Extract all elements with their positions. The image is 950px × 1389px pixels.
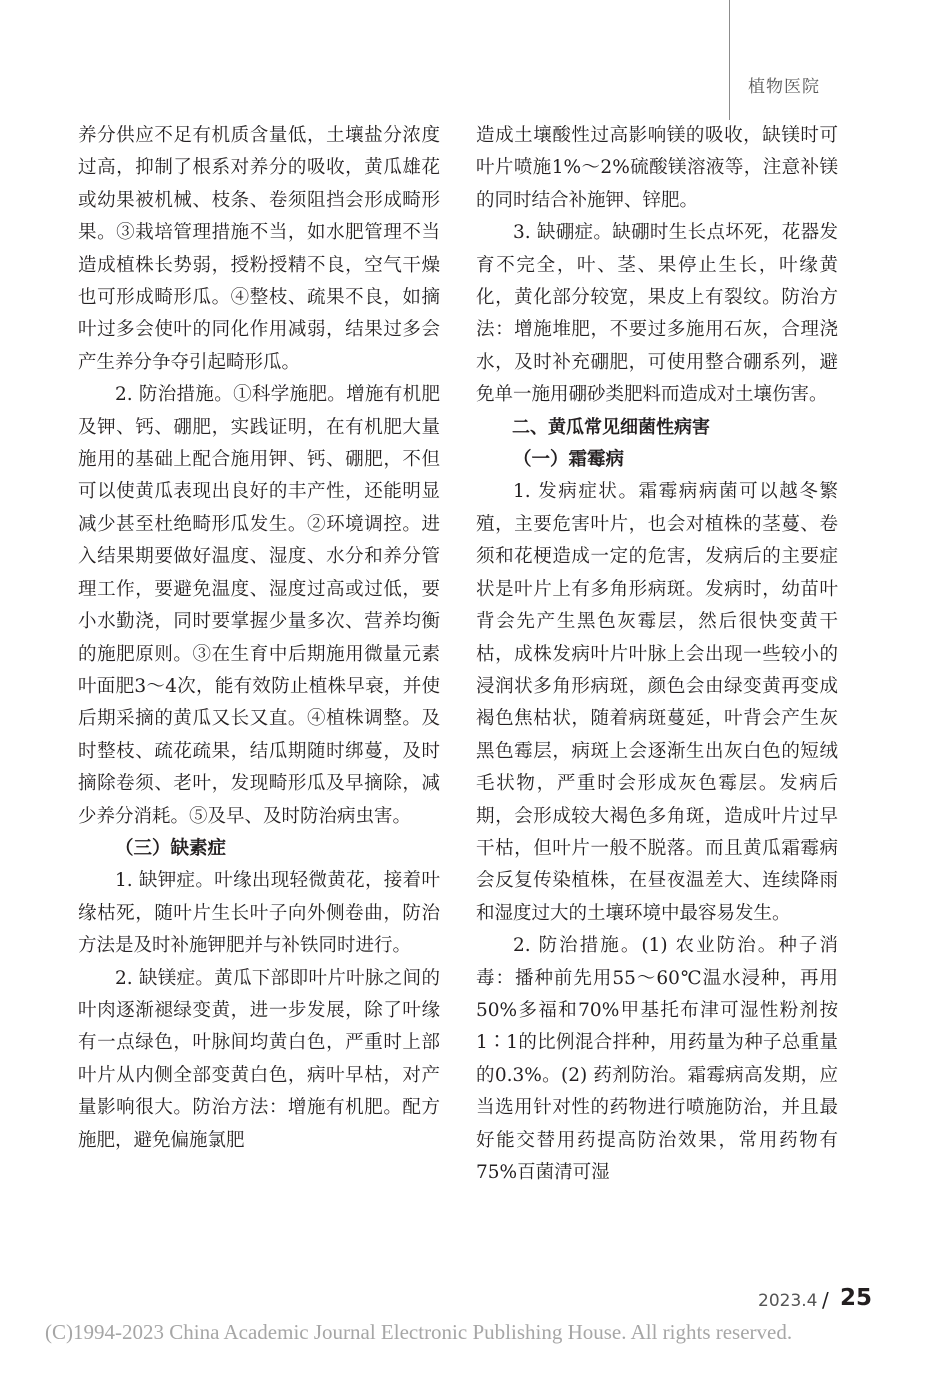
paragraph: 2. 防治措施。(1) 农业防治。种子消毒：播种前先用55～60℃温水浸种，再用50%多福和70%甲基托布津可湿性粉剂按1∶1的比例混合拌种，用药量为种子总重量的0.3%。(2) 药剂防治。霜霉病高发期，应当选用针对性的药物进行喷施防治，并且最好能交替用药提高防治效果，常用药物有75%百菌清可湿 <box>476 935 838 1183</box>
right-column <box>476 120 838 1189</box>
paragraph: 2. 防治措施。①科学施肥。增施有机肥及钾、钙、硼肥，实践证明，在有机肥大量施用的基础上配合施用钾、钙、硼肥，不但可以使黄瓜表现出良好的丰产性，还能明显减少甚至杜绝畸形瓜发生。②环境调控。进入结果期要做好温度、湿度、水分和养分管理工作，要避免温度、湿度过高或过低，要小水勤浇，同时要掌握少量多次、营养均衡的施肥原则。③在生育中后期施用微量元素叶面肥3～4次，能有效防止植株早衰，并使后期采摘的黄瓜又长又直。④植株调整。及时整枝、疏花疏果，结瓜期随时绑蔓，及时摘除卷须、老叶，发现畸形瓜及早摘除，减少养分消耗。⑤及早、及时防治病虫害。 <box>78 384 440 827</box>
section-label: 植物医院 <box>748 77 820 97</box>
subheading: （一）霜霉病 <box>513 449 625 471</box>
paragraph: 2. 缺镁症。黄瓜下部即叶片叶脉之间的叶肉逐渐褪绿变黄，进一步发展，除了叶缘有一点绿色，叶脉间均黄白色，严重时上部叶片从内侧全部变黄白色，病叶早枯，对产量影响很大。防治方法：增施有机肥。配方施肥，避免偏施氯肥 <box>78 967 440 1151</box>
page-number: 25 <box>840 1285 873 1311</box>
paragraph: 1. 缺钾症。叶缘出现轻微黄花，接着叶缘枯死，随叶片生长叶子向外侧卷曲，防治方法是及时补施钾肥并与补铁同时进行。 <box>78 870 440 957</box>
paragraph: 造成土壤酸性过高影响镁的吸收，缺镁时可叶片喷施1%～2%硫酸镁溶液等，注意补镁的同时结合补施钾、锌肥。 <box>476 125 838 211</box>
left-column <box>78 120 440 1157</box>
subheading: （三）缺素症 <box>115 837 227 859</box>
paragraph: 3. 缺硼症。缺硼时生长点坏死，花器发育不完全，叶、茎、果停止生长，叶缘黄化，黄化部分较宽，果皮上有裂纹。防治方法：增施堆肥，不要过多施用石灰，合理浇水，及时补充硼肥，可使用整合硼系列，避免单一施用硼砂类肥料而造成对土壤伤害。 <box>476 222 838 406</box>
copyright-notice: (C)1994-2023 China Academic Journal Electronic Publishing House. All rights reserved. <box>45 1320 793 1344</box>
paragraph: 1. 发病症状。霜霉病病菌可以越冬繁殖，主要危害叶片，也会对植株的茎蔓、卷须和花梗造成一定的危害，发病后的主要症状是叶片上有多角形病斑。发病时，幼苗叶背会先产生黑色灰霉层，然后很快变黄干枯，成株发病叶片叶脉上会出现一些较小的浸润状多角形病斑，颜色会由绿变黄再变成褐色焦枯状，随着病斑蔓延，叶背会产生灰黑色霉层，病斑上会逐渐生出灰白色的短绒毛状物，严重时会形成灰色霉层。发病后期，会形成较大褐色多角斑，造成叶片过早干枯，但叶片一般不脱落。而且黄瓜霜霉病会反复传染植株，在昼夜温差大、连续降雨和湿度过大的土壤环境中最容易发生。 <box>476 481 838 924</box>
issue-date: 2023.4 <box>758 1291 818 1311</box>
header-divider <box>729 0 730 120</box>
section-heading: 二、黄瓜常见细菌性病害 <box>512 416 710 438</box>
paragraph: 养分供应不足有机质含量低，土壤盐分浓度过高，抑制了根系对养分的吸收，黄瓜雄花或幼果被机械、枝条、卷须阻挡会形成畸形果。③栽培管理措施不当，如水肥管理不当造成植株长势弱，授粉授精不良，空气干燥也可形成畸形瓜。④整枝、疏果不良，如摘叶过多会使叶的同化作用减弱，结果过多会产生养分争夺引起畸形瓜。 <box>78 125 440 373</box>
footer-separator: / <box>822 1288 829 1312</box>
